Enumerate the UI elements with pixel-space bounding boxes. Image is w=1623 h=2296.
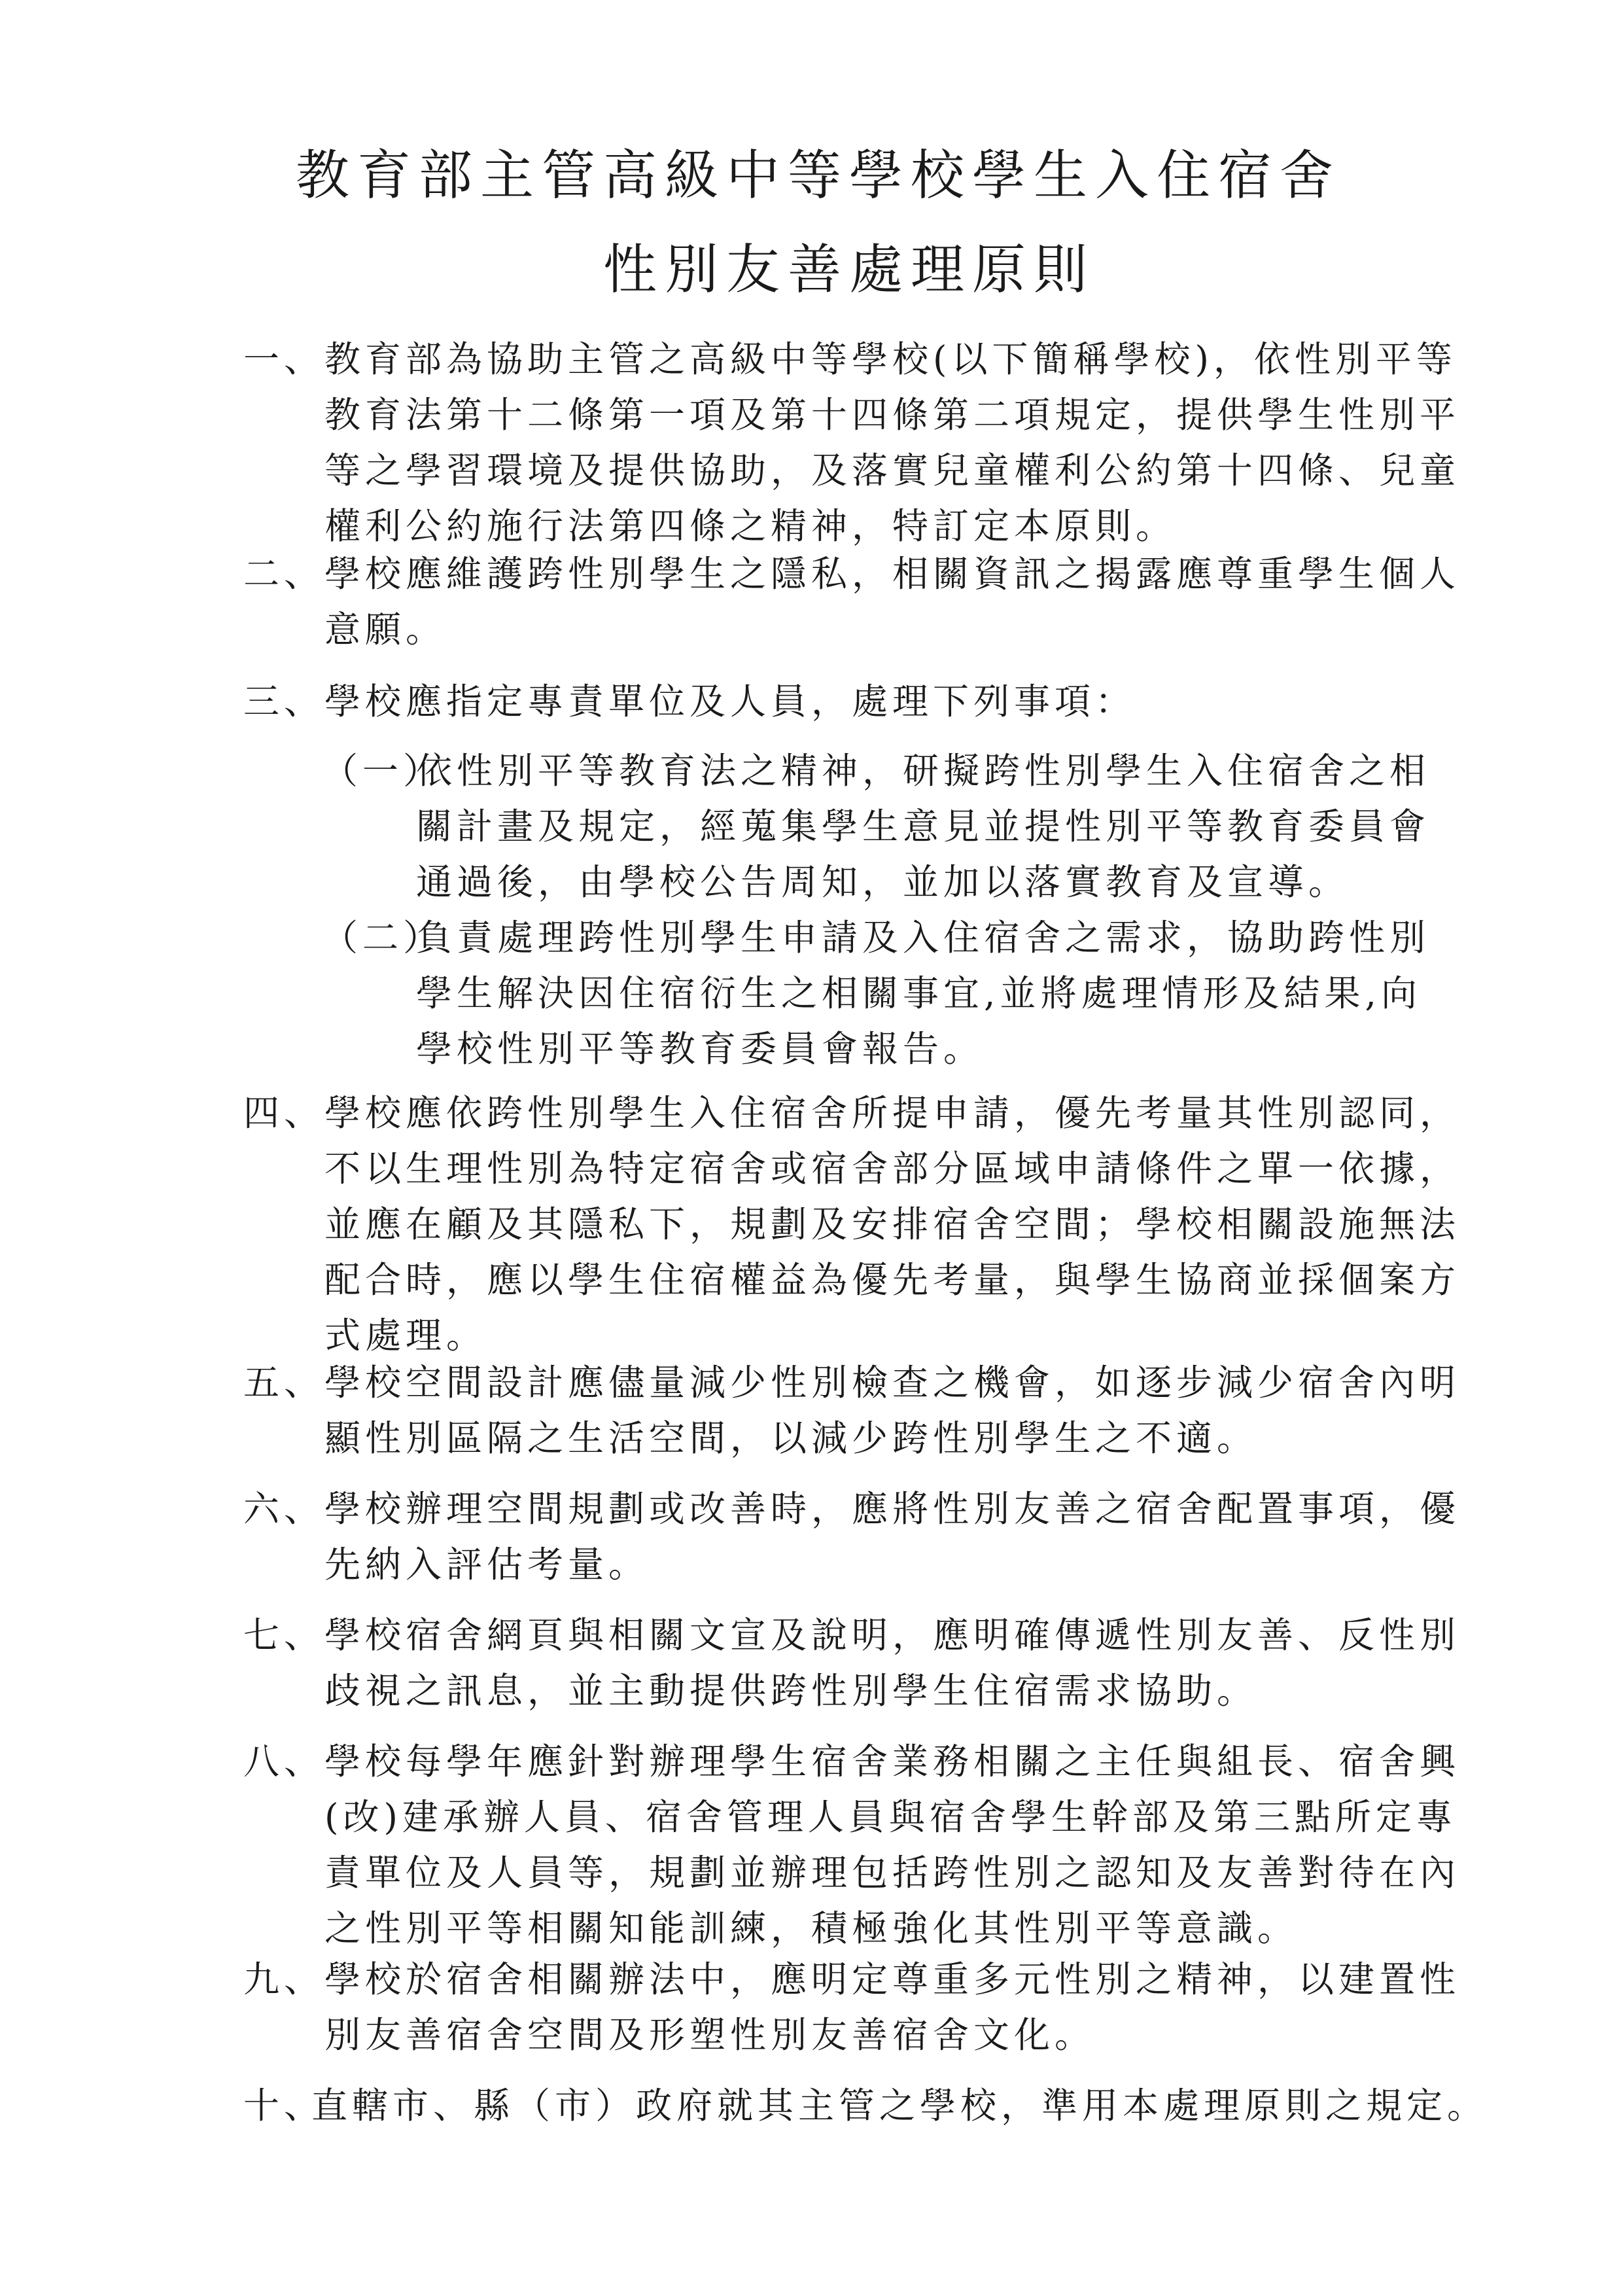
article-line: 教育部為協助主管之高級中等學校(以下簡稱學校)，依性別平等 [324, 338, 1457, 380]
sub-item-1 [322, 743, 1431, 910]
article-line: 等之學習環境及提供協助，及落實兒童權利公約第十四條、兒童 [324, 450, 1461, 491]
article-line: 歧視之訊息，並主動提供跨性別學生住宿需求協助。 [324, 1670, 1258, 1712]
article-number: 十、 [243, 2085, 325, 2127]
article-line: 不以生理性別為特定宿舍或宿舍部分區域申請條件之單一依據， [324, 1148, 1461, 1190]
sub-item-number: （一） [322, 750, 444, 792]
article-line: 責單位及人員等，規劃並辦理包括跨性別之認知及友善對待在內 [324, 1852, 1461, 1894]
sub-item-number: （二） [322, 917, 444, 959]
article-line: 學校應依跨性別學生入住宿舍所提申請，優先考量其性別認同， [324, 1092, 1461, 1134]
article-line: 學校於宿舍相關辦法中，應明定尊重多元性別之精神，以建置性 [324, 1958, 1461, 2000]
article-line: 學校應維護跨性別學生之隱私，相關資訊之揭露應尊重學生個人 [324, 553, 1461, 595]
article-line: 直轄市、縣（市）政府就其主管之學校，準用本處理原則之規定。 [311, 2085, 1488, 2127]
sub-item-line: 負責處理跨性別學生申請及入住宿舍之需求，協助跨性別 [416, 917, 1431, 959]
article-4 [243, 1086, 1461, 1364]
article-10 [243, 2078, 1488, 2134]
article-number: 八、 [243, 1740, 325, 1782]
article-line: 之性別平等相關知能訓練，積極強化其性別平等意識。 [324, 1907, 1299, 1949]
article-number: 七、 [243, 1614, 325, 1656]
article-line: (改)建承辦人員、宿舍管理人員與宿舍學生幹部及第三點所定專 [324, 1796, 1457, 1838]
article-line: 學校應指定專責單位及人員，處理下列事項： [324, 680, 1136, 722]
article-5 [243, 1355, 1461, 1466]
article-number: 五、 [243, 1362, 325, 1404]
article-6 [243, 1481, 1461, 1593]
sub-item-line: 學生解決因住宿衍生之相關事宜,並將處理情形及結果,向 [416, 972, 1422, 1014]
article-line: 權利公約施行法第四條之精神，特訂定本原則。 [324, 505, 1177, 547]
article-line: 配合時，應以學生住宿權益為優先考量，與學生協商並採個案方 [324, 1259, 1461, 1301]
article-8 [243, 1734, 1461, 1956]
sub-item-line: 依性別平等教育法之精神，研擬跨性別學生入住宿舍之相 [416, 750, 1431, 792]
article-line: 並應在顧及其隱私下，規劃及安排宿舍空間；學校相關設施無法 [324, 1203, 1461, 1245]
article-number: 九、 [243, 1958, 325, 2000]
article-number: 四、 [243, 1092, 325, 1134]
document-title-line-2: 性別友善處理原則 [603, 239, 1096, 301]
article-number: 一、 [243, 338, 325, 380]
sub-item-line: 學校性別平等教育委員會報告。 [416, 1028, 985, 1070]
article-9 [243, 1952, 1461, 2063]
article-line: 先納入評估考量。 [324, 1544, 650, 1585]
sub-item-2 [322, 910, 1431, 1077]
sub-item-line: 通過後，由學校公告周知，並加以落實教育及宣導。 [416, 861, 1350, 903]
article-1 [243, 332, 1461, 554]
article-line: 學校每學年應針對辦理學生宿舍業務相關之主任與組長、宿舍興 [324, 1740, 1461, 1782]
article-number: 二、 [243, 553, 325, 595]
article-line: 顯性別區隔之生活空間，以減少跨性別學生之不適。 [324, 1417, 1258, 1459]
article-number: 六、 [243, 1488, 325, 1530]
article-line: 學校宿舍網頁與相關文宣及說明，應明確傳遞性別友善、反性別 [324, 1614, 1461, 1656]
article-3 [243, 674, 1382, 730]
document-title-line-1: 教育部主管高級中等學校學生入住宿舍 [296, 145, 1342, 207]
article-line: 別友善宿舍空間及形塑性別友善宿舍文化。 [324, 2014, 1096, 2056]
article-number: 三、 [243, 680, 325, 722]
article-line: 意願。 [324, 609, 447, 650]
article-line: 教育法第十二條第一項及第十四條第二項規定，提供學生性別平 [324, 394, 1461, 436]
article-line: 式處理。 [324, 1315, 487, 1356]
article-7 [243, 1608, 1461, 1719]
article-line: 學校辦理空間規劃或改善時，應將性別友善之宿舍配置事項，優 [324, 1488, 1461, 1530]
article-2 [243, 546, 1461, 658]
article-line: 學校空間設計應儘量減少性別檢查之機會，如逐步減少宿舍內明 [324, 1362, 1461, 1404]
sub-item-line: 關計畫及規定，經蒐集學生意見並提性別平等教育委員會 [416, 805, 1431, 847]
